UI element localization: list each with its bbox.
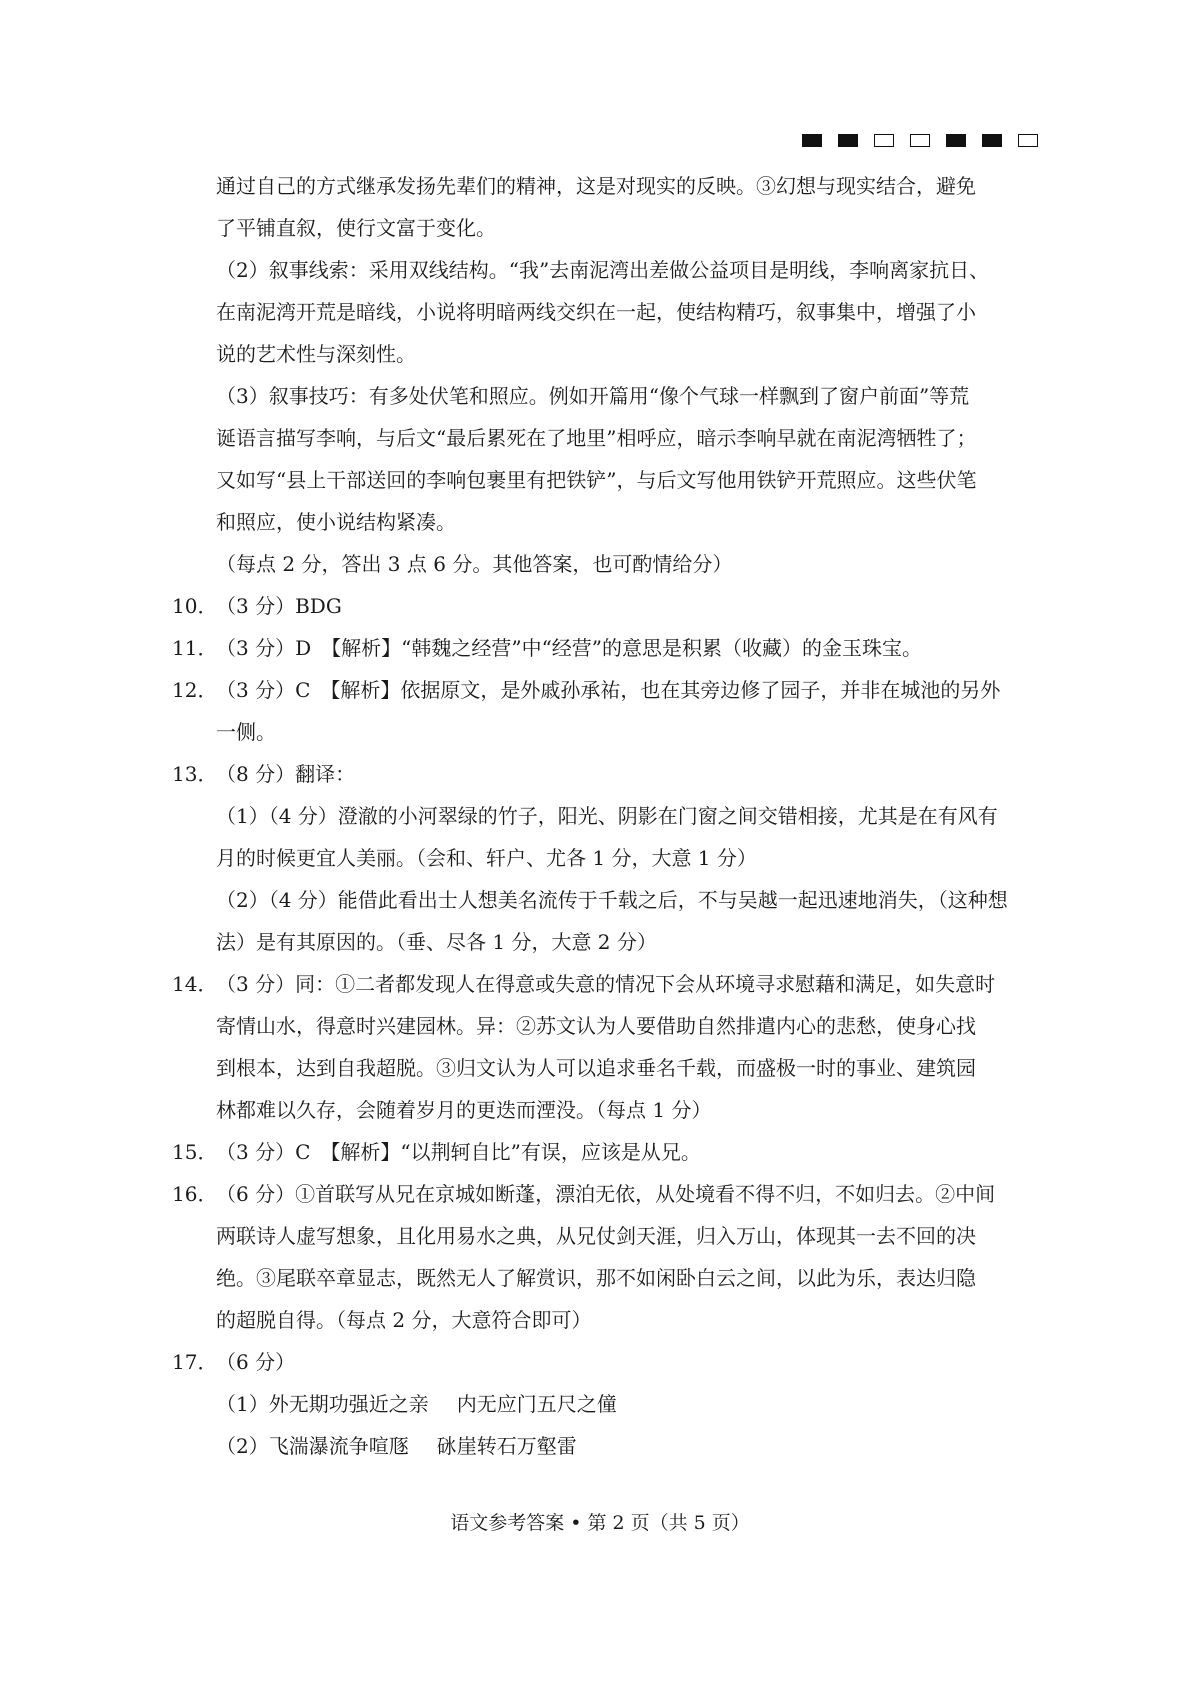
answer-text: （3 分）BDG	[216, 594, 342, 618]
text-line: 和照应，使小说结构紧凑。	[216, 510, 456, 534]
text-line: 绝。③尾联卒章显志，既然无人了解赏识，那不如闲卧白云之间，以此为乐，表达归隐	[216, 1266, 976, 1290]
header-mark	[946, 134, 966, 147]
question-number: 15．	[172, 1140, 218, 1164]
text-line: （2）叙事线索：采用双线结构。“我”去南泥湾出差做公益项目是明线，李响离家抗日、	[216, 258, 990, 282]
question-row	[172, 1173, 1042, 1215]
text-line: （1）（4 分）澄澈的小河翠绿的竹子，阳光、阴影在门窗之间交错相接，尤其是在有风有	[216, 804, 998, 828]
text-line: 月的时候更宜人美丽。（会和、轩户、尤各 1 分，大意 1 分）	[216, 846, 757, 870]
page-footer: 语文参考答案 • 第 2 页（共 5 页）	[450, 1512, 750, 1534]
text-line: （3）叙事技巧：有多处伏笔和照应。例如开篇用“像个气球一样飘到了窗户前面”等荒	[216, 384, 970, 408]
header-mark	[874, 134, 894, 147]
text-line: 法）是有其原因的。（垂、尽各 1 分，大意 2 分）	[216, 930, 657, 954]
question-row	[172, 1131, 1042, 1173]
question-number: 10．	[172, 594, 218, 618]
text-line: （每点 2 分，答出 3 点 6 分。其他答案，也可酌情给分）	[216, 552, 733, 576]
poem-line-1	[172, 1383, 1042, 1425]
poem-second-half: 内无应门五尺之僮	[456, 1392, 617, 1416]
text-line: 林都难以久存，会随着岁月的更迭而湮没。（每点 1 分）	[216, 1098, 712, 1122]
answer-text: （6 分）①首联写从兄在京城如断蓬，漂泊无依，从处境看不得不归，不如归去。②中间	[216, 1182, 996, 1206]
question-row	[172, 753, 1042, 795]
text-line: 通过自己的方式继承发扬先辈们的精神，这是对现实的反映。③幻想与现实结合，避免	[216, 174, 976, 198]
question-row	[172, 627, 1042, 669]
answer-text: （8 分）翻译：	[216, 762, 356, 786]
question-row	[172, 1341, 1042, 1383]
header-mark	[910, 134, 930, 147]
header-mark	[1018, 134, 1038, 147]
header-mark	[982, 134, 1002, 147]
poem-first-half: （1）外无期功强近之亲	[216, 1392, 429, 1416]
text-line: 两联诗人虚写想象，且化用易水之典，从兄仗剑天涯，归入万山，体现其一去不回的决	[216, 1224, 976, 1248]
answer-text: （3 分）C 【解析】依据原文，是外戚孙承祐，也在其旁边修了园子，并非在城池的另外	[216, 678, 1001, 702]
answer-text: （6 分）	[216, 1350, 296, 1374]
question-row	[172, 963, 1042, 1005]
question-number: 12．	[172, 678, 218, 702]
answer-text: （3 分）D 【解析】“韩魏之经营”中“经营”的意思是积累（收藏）的金玉珠宝。	[216, 636, 923, 660]
text-line: 了平铺直叙，使行文富于变化。	[216, 216, 496, 240]
text-line: 的超脱自得。（每点 2 分，大意符合即可）	[216, 1308, 592, 1332]
question-number: 16．	[172, 1182, 218, 1206]
answer-text: （3 分）同：①二者都发现人在得意或失意的情况下会从环境寻求慰藉和满足，如失意时	[216, 972, 996, 996]
text-line: 到根本，达到自我超脱。③归文认为人可以追求垂名千载，而盛极一时的事业、建筑园	[216, 1056, 976, 1080]
text-line: 一侧。	[216, 720, 276, 744]
text-line: 诞语言描写李响，与后文“最后累死在了地里”相呼应，暗示李响早就在南泥湾牺牲了；	[216, 426, 977, 450]
question-number: 17．	[172, 1350, 218, 1374]
header-marks	[802, 134, 1038, 147]
poem-second-half: 砯崖转石万壑雷	[436, 1434, 577, 1458]
poem-line-2	[172, 1425, 1042, 1467]
question-row	[172, 669, 1042, 711]
header-mark	[838, 134, 858, 147]
text-line: 寄情山水，得意时兴建园林。异：②苏文认为人要借助自然排遣内心的悲愁，使身心找	[216, 1014, 976, 1038]
answer-text: （3 分）C 【解析】“以荆轲自比”有误，应该是从兄。	[216, 1140, 701, 1164]
text-line: 又如写“县上干部送回的李响包裹里有把铁铲”，与后文写他用铁铲开荒照应。这些伏笔	[216, 468, 977, 492]
text-line: 在南泥湾开荒是暗线，小说将明暗两线交织在一起，使结构精巧，叙事集中，增强了小	[216, 300, 976, 324]
question-number: 13．	[172, 762, 218, 786]
answer-content	[172, 165, 1042, 1467]
poem-first-half: （2）飞湍瀑流争喧豗	[216, 1434, 409, 1458]
question-number: 14．	[172, 972, 218, 996]
question-number: 11．	[172, 636, 218, 660]
header-mark	[802, 134, 822, 147]
text-line: （2）（4 分）能借此看出士人想美名流传于千载之后，不与吴越一起迅速地消失，（这种想	[216, 888, 1008, 912]
question-row	[172, 585, 1042, 627]
text-line: 说的艺术性与深刻性。	[216, 342, 416, 366]
